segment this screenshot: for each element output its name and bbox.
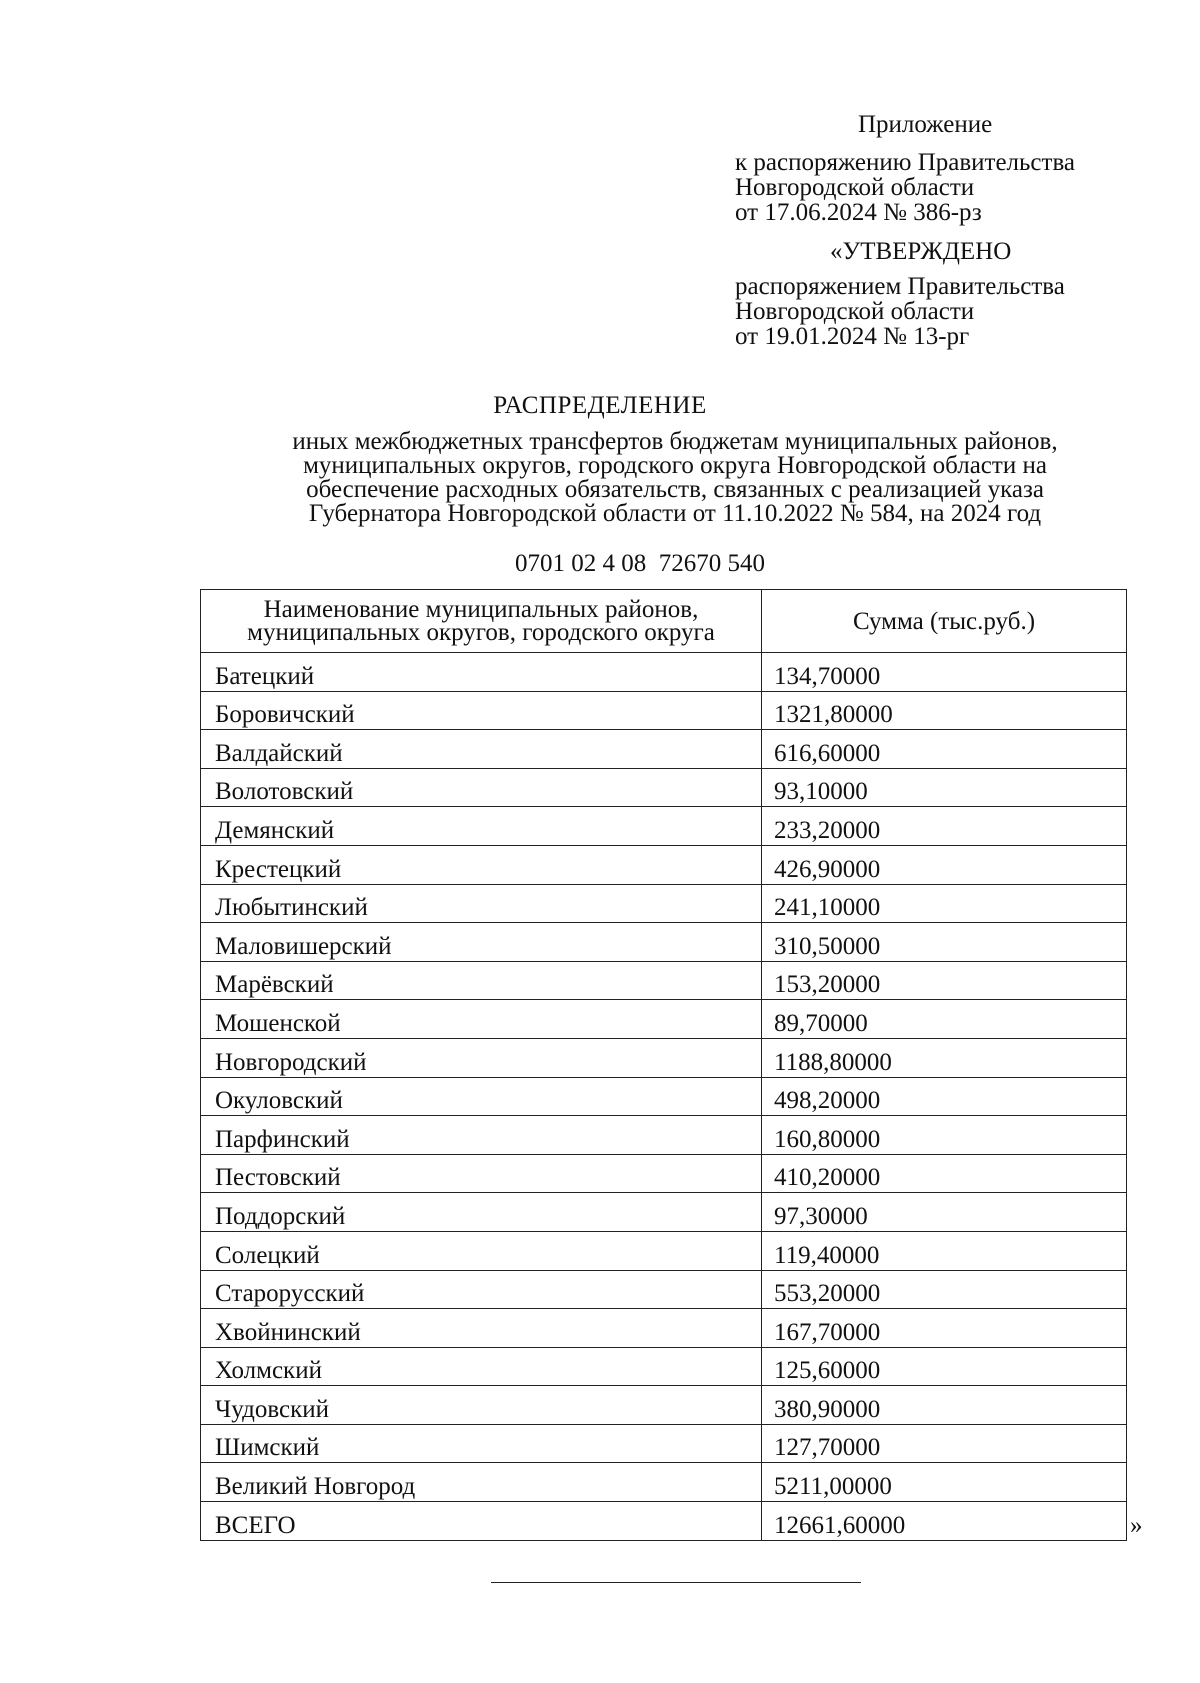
- amount-cell: 553,20000: [762, 1270, 1127, 1309]
- table-row: [201, 1077, 1127, 1116]
- district-name-cell: Чудовский: [201, 1386, 762, 1425]
- amount-cell: 498,20000: [762, 1077, 1127, 1116]
- amount-cell: 160,80000: [762, 1116, 1127, 1155]
- district-name-cell: Солецкий: [201, 1231, 762, 1270]
- district-name-cell: Пестовский: [201, 1154, 762, 1193]
- table-row: [201, 1463, 1127, 1502]
- document-title: РАСПРЕДЕЛЕНИЕ: [493, 392, 707, 419]
- district-name-cell: Демянский: [201, 807, 762, 846]
- district-name-cell: Марёвский: [201, 961, 762, 1000]
- district-name-cell: Поддорский: [201, 1193, 762, 1232]
- table-row: [201, 845, 1127, 884]
- footer-rule: [491, 1582, 861, 1583]
- header-name-line: муниципальных округов, городского округа: [247, 619, 715, 646]
- table-row: [201, 1231, 1127, 1270]
- district-name-cell: Шимский: [201, 1424, 762, 1463]
- amount-cell: 426,90000: [762, 845, 1127, 884]
- district-name-cell: Окуловский: [201, 1077, 762, 1116]
- approved-label: «УТВЕРЖДЕНО: [830, 238, 1012, 265]
- appendix-line: Новгородской области: [735, 174, 975, 201]
- table-row: [201, 1424, 1127, 1463]
- district-name-cell: Боровичский: [201, 691, 762, 730]
- table-row: [201, 1309, 1127, 1348]
- district-name-cell: Старорусский: [201, 1270, 762, 1309]
- amount-cell: 127,70000: [762, 1424, 1127, 1463]
- amount-cell: 89,70000: [762, 1000, 1127, 1039]
- amount-cell: 153,20000: [762, 961, 1127, 1000]
- table-row: [201, 1193, 1127, 1232]
- appendix-line: от 17.06.2024 № 386-рз: [735, 199, 982, 226]
- table-row: [201, 923, 1127, 962]
- table-row: [201, 884, 1127, 923]
- subtitle-line: Губернатора Новгородской области от 11.10.2022 № 584, на 2024 год: [308, 500, 1042, 527]
- district-name-cell: ВСЕГО: [201, 1502, 762, 1541]
- district-name-cell: Любытинский: [201, 884, 762, 923]
- table-row: [201, 1347, 1127, 1386]
- approved-line: распоряжением Правительства: [735, 273, 1065, 300]
- table-row: [201, 1270, 1127, 1309]
- table-row: [201, 691, 1127, 730]
- document-subtitle: [225, 430, 1125, 526]
- district-name-cell: Крестецкий: [201, 845, 762, 884]
- amount-cell: 97,30000: [762, 1193, 1127, 1232]
- header-name-line: Наименование муниципальных районов,: [263, 596, 699, 623]
- amount-cell: 5211,00000: [762, 1463, 1127, 1502]
- district-name-cell: Валдайский: [201, 730, 762, 769]
- table-row: [201, 1000, 1127, 1039]
- amount-cell: 380,90000: [762, 1386, 1127, 1425]
- district-name-cell: Новгородский: [201, 1038, 762, 1077]
- table-row: [201, 730, 1127, 769]
- header-sum-column: Сумма (тыс.руб.): [762, 590, 1127, 653]
- district-name-cell: Маловишерский: [201, 923, 762, 962]
- district-name-cell: Холмский: [201, 1347, 762, 1386]
- amount-cell: 119,40000: [762, 1231, 1127, 1270]
- appendix-line: к распоряжению Правительства: [735, 149, 1076, 176]
- table-row: [201, 1502, 1127, 1541]
- table-header-row: [201, 590, 1127, 653]
- approved-line: от 19.01.2024 № 13-рг: [735, 323, 970, 350]
- amount-cell: 134,70000: [762, 653, 1127, 692]
- appendix-block: [735, 112, 1155, 349]
- amount-cell: 1188,80000: [762, 1038, 1127, 1077]
- distribution-table: [200, 589, 1127, 1541]
- district-name-cell: Волотовский: [201, 768, 762, 807]
- subtitle-line: иных межбюджетных трансфертов бюджетам муниципальных районов,: [292, 428, 1058, 455]
- table-row: [201, 1386, 1127, 1425]
- table-row: [201, 1038, 1127, 1077]
- district-name-cell: Парфинский: [201, 1116, 762, 1155]
- amount-cell: 310,50000: [762, 923, 1127, 962]
- amount-cell: 241,10000: [762, 884, 1127, 923]
- district-name-cell: Мошенской: [201, 1000, 762, 1039]
- amount-cell: 167,70000: [762, 1309, 1127, 1348]
- amount-cell: 616,60000: [762, 730, 1127, 769]
- closing-quote: »: [1130, 1512, 1143, 1539]
- amount-cell: 410,20000: [762, 1154, 1127, 1193]
- table-row: [201, 961, 1127, 1000]
- amount-cell: 12661,60000: [762, 1502, 1127, 1541]
- amount-cell: 233,20000: [762, 807, 1127, 846]
- subtitle-line: муниципальных округов, городского округа Новгородской области на: [303, 452, 1047, 479]
- table-row: [201, 807, 1127, 846]
- header-name-column: [201, 590, 762, 653]
- amount-cell: 93,10000: [762, 768, 1127, 807]
- approved-line: Новгородской области: [735, 298, 975, 325]
- table-row: [201, 1116, 1127, 1155]
- amount-cell: 125,60000: [762, 1347, 1127, 1386]
- appendix-heading: Приложение: [858, 111, 993, 138]
- table-row: [201, 768, 1127, 807]
- district-name-cell: Хвойнинский: [201, 1309, 762, 1348]
- table-row: [201, 1154, 1127, 1193]
- subtitle-line: обеспечение расходных обязательств, связанных с реализацией указа: [306, 476, 1044, 503]
- district-name-cell: Батецкий: [201, 653, 762, 692]
- budget-code: 0701 02 4 08 72670 540: [515, 550, 765, 577]
- amount-cell: 1321,80000: [762, 691, 1127, 730]
- district-name-cell: Великий Новгород: [201, 1463, 762, 1502]
- table-row: [201, 653, 1127, 692]
